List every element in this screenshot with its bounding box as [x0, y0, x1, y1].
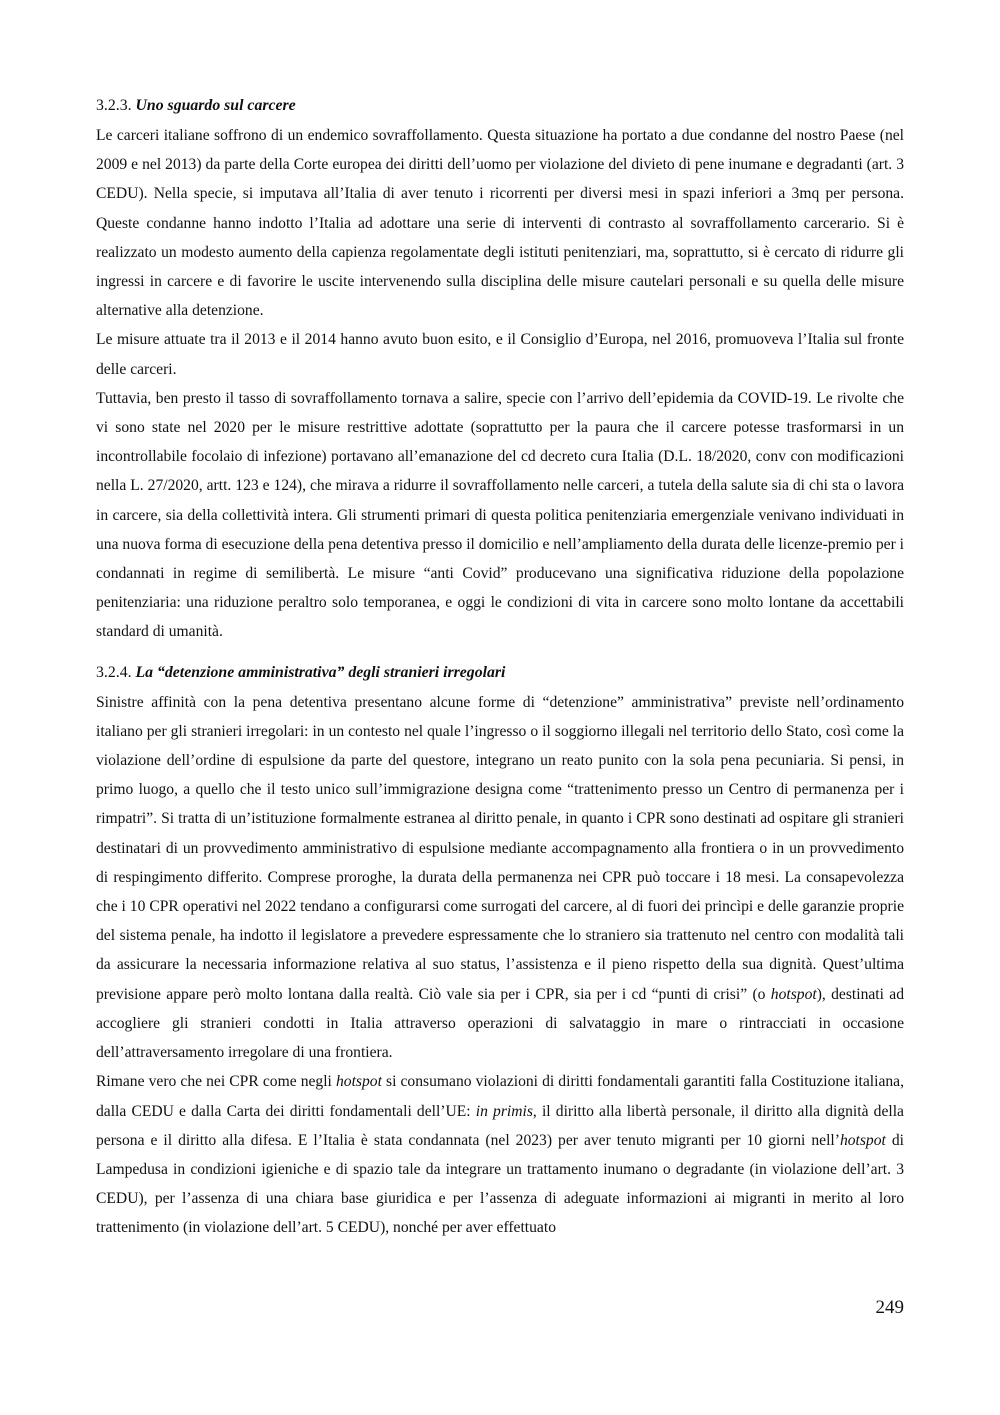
paragraph: Sinistre affinità con la pena detentiva presentano alcune forme di “detenzione” amministrativa” previste nell’ordinamento italiano per gli stranieri irregolari: in un contesto nel quale l’ingresso o il soggiorno illegali nel territorio dello Stato, così come la violazione dell’ordine di espulsione da parte del questore, integrano un reato punito con la sola pena pecuniaria. Si pensi, in primo luogo, a quello che il testo unico sull’immigrazione designa come “trattenimento presso un Centro di permanenza per i rimpatri”. Si tratta di un’istituzione formalmente estranea al diritto penale, in quanto i CPR sono destinati ad ospitare gli stranieri destinatari di un provvedimento amministrativo di espulsione mediante accompagnamento alla frontiera o in un provvedimento di respingimento differito. Comprese proroghe, la durata della permanenza nei CPR può toccare i 18 mesi. La consapevolezza che i 10 CPR operativi nel 2022 tendano a configurarsi come surrogati del carcere, al di fuori dei princìpi e delle garanzie proprie del sistema penale, ha indotto il legislatore a prevedere espressamente che lo straniero sia trattenuto nel centro con modalità tali da assicurare la necessaria informazione relativa al suo status, l’assistenza e il pieno rispetto della sua dignità. Quest’ultima previsione appare però molto lontana dalla realtà. Ciò vale sia per i CPR, sia per i cd “punti di crisi” (o hotspot), destinati ad accogliere gli stranieri condotti in Italia attraverso operazioni di salvataggio in mare o rintracciati in occasione dell’attraversamento irregolare di una frontiera. [96, 693, 905, 1062]
paragraph: Le carceri italiane soffrono di un endemico sovraffollamento. Questa situazione ha portato a due condanne del nostro Paese (nel 2009 e nel 2013) da parte della Corte europea dei diritti dell’uomo per violazione del divieto di pene inumane e degradanti (art. 3 CEDU). Nella specie, si imputava all’Italia di aver tenuto i ricorrenti per diversi mesi in spazi inferiori a 3mq per persona. Queste condanne hanno indotto l’Italia ad adottare una serie di interventi di contrasto al sovraffollamento carcerario. Si è realizzato un modesto aumento della capienza regolamentate degli istituti penitenziari, ma, soprattutto, si è cercato di ridurre gli ingressi in carcere e di favorire le uscite intervenendo sulla disciplina delle misure cautelari personali e su quella delle misure alternative alla detenzione. [96, 127, 904, 320]
italic-term: in primis [475, 1102, 533, 1120]
document-page [96, 95, 904, 1243]
section-number: 3.2.3. [96, 97, 132, 114]
section-number: 3.2.4. [96, 663, 132, 681]
paragraph: Tuttavia, ben presto il tasso di sovraffollamento tornava a salire, specie con l’arrivo dell’epidemia da COVID-19. Le rivolte che vi sono state nel 2020 per le misure restrittive adottate (soprattutto per la paura che il carcere potesse trasformarsi in un incontrollabile focolaio di infezione) portavano all’emanazione del cd decreto cura Italia (D.L. 18/2020, conv con modificazioni nella L. 27/2020, artt. 123 e 124), che mirava a ridurre il sovraffollamento nelle carceri, a tutela della salute sia di chi sta o lavora in carcere, sia della collettività intera. Gli strumenti primari di questa politica penitenziaria emergenziale venivano individuati in una nuova forma di esecuzione della pena detentiva presso il domicilio e nell’ampliamento della durata delle licenze-premio per i condannati in regime di semilibertà. Le misure “anti Covid” producevano una significativa riduzione della popolazione penitenziaria: una riduzione peraltro solo temporanea, e oggi le condizioni di vita in carcere sono molto lontane da accettabili standard di umanità. [96, 389, 904, 641]
section-heading [96, 662, 904, 684]
paragraph: Le misure attuate tra il 2013 e il 2014 hanno avuto buon esito, e il Consiglio d’Europa, nel 2016, promuoveva l’Italia sul fronte delle carceri. [96, 331, 904, 378]
italic-term: hotspot [839, 1131, 886, 1149]
section-title: La “detenzione amministrativa” degli stranieri irregolari [135, 663, 506, 681]
section-heading [96, 95, 904, 117]
page-number: 249 [875, 1297, 904, 1318]
paragraph: Rimane vero che nei CPR come negli hotspot si consumano violazioni di diritti fondamentali garantiti falla Costituzione italiana, dalla CEDU e dalla Carta dei diritti fondamentali dell’UE: in primis, il diritto alla libertà personale, il diritto alla dignità della persona e il diritto alla difesa. E l’Italia è stata condannata (nel 2023) per aver tenuto migranti per 10 giorni nell’hotspot di Lampedusa in condizioni igieniche e di spazio tale da integrare un trattamento inumano o degradante (in violazione dell’art. 3 CEDU), per l’assenza di una chiara base giuridica e per l’assenza di adeguate informazioni ai migranti in merito al loro trattenimento (in violazione dell’art. 5 CEDU), nonché per aver effettuato [96, 1073, 904, 1237]
section-title: Uno sguardo sul carcere [135, 97, 296, 114]
italic-term: hotspot [336, 1073, 382, 1091]
italic-term: hotspot [770, 985, 817, 1003]
